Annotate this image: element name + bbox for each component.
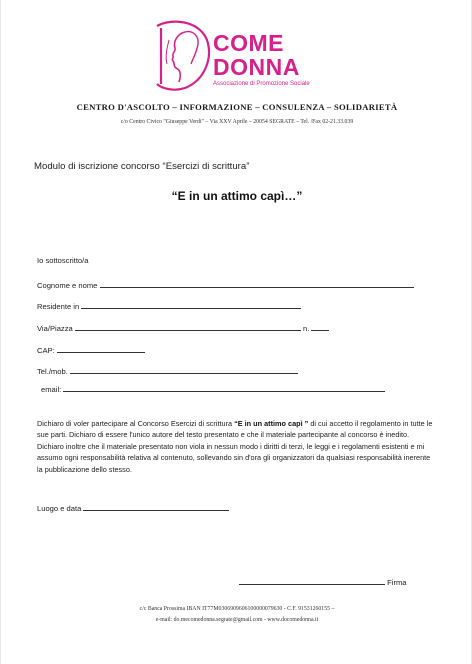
declaration-paragraph	[37, 418, 437, 475]
firma-label: Firma	[387, 578, 407, 587]
sottoscritto-label	[37, 256, 89, 265]
tel-label: Tel./mob.	[37, 367, 68, 376]
residente-input-line[interactable]	[81, 300, 301, 309]
numero-input-line[interactable]	[311, 322, 329, 331]
email-field[interactable]	[41, 383, 385, 394]
form-title: Modulo di iscrizione concorso “Esercizi di scrittura”	[34, 161, 250, 172]
cap-field[interactable]	[37, 344, 145, 355]
footer-contact-line: e-mail: do.mecomedonna.segrate@gmail.com - www.docomedonna.it	[155, 617, 319, 623]
declaration-text-start: Dichiaro di voler partecipare al Concorso Esercizi di scrittura	[37, 419, 235, 428]
cognome-input-line[interactable]	[100, 279, 414, 288]
luogo-data-label: Luogo e data	[37, 504, 82, 513]
cap-input-line[interactable]	[57, 344, 145, 353]
luogo-data-input-line[interactable]	[83, 502, 229, 511]
numero-label: n.	[303, 324, 310, 333]
tel-input-line[interactable]	[70, 365, 298, 374]
luogo-data-field[interactable]	[37, 502, 229, 513]
via-label: Via/Piazza	[37, 324, 73, 333]
declaration-text-end: di cui accetto il regolamento in tutte le sue parti. Dichiaro di essere l'unico autore del testo presentato e che il materiale partecipante al concorso è inedito. Dichiaro inoltre che il materiale presentato non viola in nessun modo i diritti di terzi, le leggi e i regolamenti esistenti e mi assumo ogni responsabilità relativa al contenuto, sollevando sin d'ora gli organizzatori da qualsiasi responsabilità inerente la pubblicazione dello stesso.	[37, 419, 433, 474]
center-heading: CENTRO D'ASCOLTO – INFORMAZIONE – CONSULENZA – SOLIDARIETÀ	[76, 102, 398, 112]
logo-text-donna: DONNA	[213, 54, 300, 80]
declaration-contest-name: “E in un attimo capì ”	[234, 419, 309, 428]
cognome-field[interactable]	[37, 279, 414, 290]
woman-profile-logo-icon	[151, 18, 215, 92]
email-input-line[interactable]	[63, 383, 385, 392]
contest-title: “E in un attimo capì…”	[171, 189, 303, 203]
via-input-line[interactable]	[75, 322, 301, 331]
center-address: c/o Centro Civico "Giuseppe Verdi" – Via XXV Aprile – 20054 SEGRATE – Tel. /Fax 02-21.33.039	[120, 119, 354, 125]
association-logo	[151, 18, 341, 94]
firma-field[interactable]	[239, 576, 407, 587]
residente-label: Residente in	[37, 302, 80, 311]
via-field[interactable]	[37, 322, 329, 333]
tel-field[interactable]	[37, 365, 298, 376]
residente-field[interactable]	[37, 300, 301, 311]
footer-bank-line: c/c Banca Prossima IBAN IT77M0306909606100000079630 - C.F. 91531260155 –	[139, 606, 335, 612]
logo-subtitle: Associazione di Promozione Sociale	[213, 81, 310, 87]
email-label: email:	[41, 385, 62, 394]
firma-input-line[interactable]	[239, 576, 385, 585]
cognome-label: Cognome e nome	[37, 281, 98, 290]
logo-text-come: COME	[213, 30, 284, 56]
cap-label: CAP:	[37, 346, 55, 355]
sottoscritto-text: Io sottoscritto/a	[37, 256, 89, 265]
